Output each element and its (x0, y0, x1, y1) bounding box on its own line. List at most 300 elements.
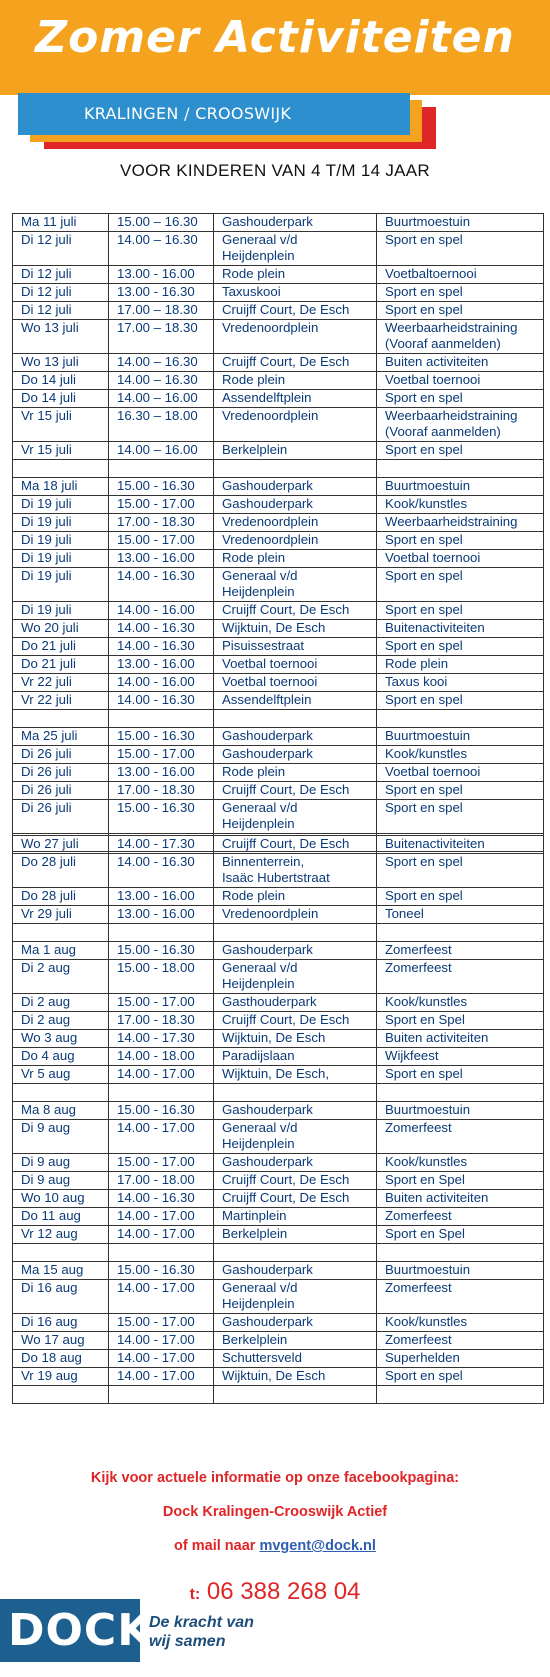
time-cell: 17.00 - 18.00 (109, 1172, 214, 1190)
time-cell: 14.00 - 16.30 (109, 692, 214, 710)
date-cell (13, 924, 109, 942)
date-cell: Do 4 aug (13, 1048, 109, 1066)
activity-cell: Voetbal toernooi (377, 550, 544, 568)
time-cell: 17.00 – 18.30 (109, 302, 214, 320)
location-cell: Cruijff Court, De Esch (214, 354, 377, 372)
time-cell: 14.00 – 16.30 (109, 232, 214, 266)
time-cell (109, 1386, 214, 1404)
time-cell: 14.00 - 17.00 (109, 1332, 214, 1350)
table-row (13, 1280, 544, 1314)
location-cell: Cruijff Court, De Esch (214, 836, 377, 854)
date-cell: Do 11 aug (13, 1208, 109, 1226)
time-cell: 15.00 - 16.30 (109, 478, 214, 496)
activity-cell: Buiten activiteiten (377, 1190, 544, 1208)
table-row (13, 674, 544, 692)
location-cell: Gashouderpark (214, 1154, 377, 1172)
activity-cell: Zomerfeest (377, 1208, 544, 1226)
table-row (13, 1226, 544, 1244)
time-cell: 14.00 - 17.00 (109, 1280, 214, 1314)
location-cell: Paradijslaan (214, 1048, 377, 1066)
activity-cell: Buurtmoestuin (377, 214, 544, 232)
location-cell: Gashouderpark (214, 1314, 377, 1332)
table-row (13, 408, 544, 442)
location-cell: Pisuissestraat (214, 638, 377, 656)
date-cell: Di 19 juli (13, 514, 109, 532)
location-cell: Gashouderpark (214, 942, 377, 960)
location-cell: Martinplein (214, 1208, 377, 1226)
location-cell: Berkelplein (214, 442, 377, 460)
activity-cell: Zomerfeest (377, 1332, 544, 1350)
location-cell: Gashouderpark (214, 478, 377, 496)
date-cell: Di 19 juli (13, 602, 109, 620)
spacer-row (13, 1084, 544, 1102)
activity-cell: Sport en Spel (377, 1226, 544, 1244)
activity-cell (377, 1084, 544, 1102)
activity-cell: Weerbaarheidstraining (Vooraf aanmelden) (377, 408, 544, 442)
activity-cell: Kook/kunstles (377, 496, 544, 514)
table-row (13, 942, 544, 960)
table-row (13, 496, 544, 514)
activity-cell: Voetbal toernooi (377, 372, 544, 390)
table-row (13, 1154, 544, 1172)
location-cell: Cruijff Court, De Esch (214, 1012, 377, 1030)
table-row (13, 1120, 544, 1154)
table-row (13, 854, 544, 888)
activity-cell (377, 460, 544, 478)
date-cell: Vr 22 juli (13, 674, 109, 692)
time-cell: 14.00 - 17.00 (109, 1120, 214, 1154)
date-cell: Ma 25 juli (13, 728, 109, 746)
table-row (13, 746, 544, 764)
date-cell: Wo 20 juli (13, 620, 109, 638)
table-row (13, 728, 544, 746)
location-cell: Cruijff Court, De Esch (214, 302, 377, 320)
date-cell: Di 12 juli (13, 284, 109, 302)
time-cell: 14.00 - 17.00 (109, 1226, 214, 1244)
activity-cell: Buurtmoestuin (377, 1262, 544, 1280)
date-cell: Wo 17 aug (13, 1332, 109, 1350)
location-cell: Vredenoordplein (214, 320, 377, 354)
time-cell (109, 1244, 214, 1262)
time-cell: 15.00 - 17.00 (109, 746, 214, 764)
date-cell: Ma 15 aug (13, 1262, 109, 1280)
location-cell: Berkelplein (214, 1332, 377, 1350)
activity-cell: Sport en spel (377, 1066, 544, 1084)
email-link[interactable]: mvgent@dock.nl (259, 1538, 376, 1554)
date-cell: Di 16 aug (13, 1280, 109, 1314)
time-cell: 15.00 - 16.30 (109, 1262, 214, 1280)
location-cell: Gashouderpark (214, 728, 377, 746)
table-row (13, 836, 544, 854)
date-cell: Di 2 aug (13, 960, 109, 994)
date-cell: Di 9 aug (13, 1172, 109, 1190)
time-cell: 17.00 – 18.30 (109, 320, 214, 354)
date-cell: Vr 12 aug (13, 1226, 109, 1244)
table-row (13, 320, 544, 354)
location-cell: Cruijff Court, De Esch (214, 782, 377, 800)
table-row (13, 1030, 544, 1048)
time-cell: 17.00 - 18.30 (109, 1012, 214, 1030)
date-cell: Di 19 juli (13, 568, 109, 602)
location-cell: Cruijff Court, De Esch (214, 1190, 377, 1208)
time-cell: 13.00 - 16.00 (109, 906, 214, 924)
location-cell: Vredenoordplein (214, 408, 377, 442)
table-row (13, 1172, 544, 1190)
activity-cell: Sport en spel (377, 854, 544, 888)
spacer-row (13, 1244, 544, 1262)
activity-cell: Kook/kunstles (377, 1154, 544, 1172)
time-cell: 15.00 - 17.00 (109, 1314, 214, 1332)
activity-cell: Sport en spel (377, 692, 544, 710)
date-cell: Di 12 juli (13, 232, 109, 266)
table-row (13, 442, 544, 460)
table-row (13, 1190, 544, 1208)
table-row (13, 656, 544, 674)
date-cell: Do 28 juli (13, 854, 109, 888)
location-cell: Vredenoordplein (214, 532, 377, 550)
time-cell: 15.00 - 16.30 (109, 942, 214, 960)
location-cell (214, 710, 377, 728)
location-cell: Gasthouderpark (214, 994, 377, 1012)
time-cell: 14.00 - 17.00 (109, 1350, 214, 1368)
date-cell: Di 19 juli (13, 532, 109, 550)
time-cell: 14.00 - 16.30 (109, 854, 214, 888)
time-cell: 17.00 - 18.30 (109, 782, 214, 800)
location-cell: Rode plein (214, 266, 377, 284)
activity-cell: Buiten activiteiten (377, 1030, 544, 1048)
activity-cell: Sport en spel (377, 284, 544, 302)
table-row (13, 1368, 544, 1386)
time-cell: 13.00 - 16.00 (109, 266, 214, 284)
time-cell: 14.00 - 18.00 (109, 1048, 214, 1066)
time-cell: 14.00 - 17.00 (109, 1368, 214, 1386)
date-cell (13, 460, 109, 478)
activity-cell: Kook/kunstles (377, 746, 544, 764)
activity-cell: Buurtmoestuin (377, 728, 544, 746)
date-cell: Di 19 juli (13, 496, 109, 514)
date-cell: Di 9 aug (13, 1120, 109, 1154)
table-row (13, 1262, 544, 1280)
time-cell: 14.00 – 16.30 (109, 354, 214, 372)
date-cell: Vr 15 juli (13, 408, 109, 442)
mail-prefix: of mail naar (174, 1538, 260, 1554)
table-row (13, 214, 544, 232)
time-cell: 14.00 - 17.30 (109, 1030, 214, 1048)
time-cell: 14.00 - 16.00 (109, 674, 214, 692)
location-cell: Gashouderpark (214, 496, 377, 514)
location-cell: Generaal v/d Heijdenplein (214, 1280, 377, 1314)
activity-cell: Sport en spel (377, 888, 544, 906)
time-cell: 13.00 - 16.30 (109, 284, 214, 302)
activity-cell (377, 710, 544, 728)
time-cell: 15.00 - 16.30 (109, 1102, 214, 1120)
mail-line (0, 1538, 550, 1554)
location-cell: Gashouderpark (214, 1262, 377, 1280)
table-row (13, 906, 544, 924)
location-cell: Berkelplein (214, 1226, 377, 1244)
activity-cell: Kook/kunstles (377, 1314, 544, 1332)
activity-cell: Sport en spel (377, 602, 544, 620)
date-cell: Di 2 aug (13, 1012, 109, 1030)
table-row (13, 800, 544, 834)
date-cell: Di 26 juli (13, 764, 109, 782)
location-cell: Assendelftplein (214, 390, 377, 408)
area-banner: KRALINGEN / CROOSWIJK (18, 93, 410, 135)
table-row (13, 568, 544, 602)
time-cell: 13.00 - 16.00 (109, 764, 214, 782)
location-cell (214, 1084, 377, 1102)
location-cell (214, 1386, 377, 1404)
activity-cell: Sport en spel (377, 800, 544, 834)
table-row (13, 1208, 544, 1226)
table-row (13, 888, 544, 906)
activity-cell: Zomerfeest (377, 960, 544, 994)
time-cell: 14.00 - 16.30 (109, 620, 214, 638)
date-cell: Do 28 juli (13, 888, 109, 906)
page-title: Zomer Activiteiten (35, 12, 515, 63)
location-cell: Schuttersveld (214, 1350, 377, 1368)
table-row (13, 372, 544, 390)
table-row (13, 478, 544, 496)
activity-cell: Sport en Spel (377, 1012, 544, 1030)
location-cell: Rode plein (214, 372, 377, 390)
activity-cell: Buurtmoestuin (377, 478, 544, 496)
time-cell: 14.00 - 16.00 (109, 602, 214, 620)
activity-cell: Superhelden (377, 1350, 544, 1368)
location-cell: Assendelftplein (214, 692, 377, 710)
dock-logo-text: DOCK (8, 1605, 153, 1656)
activity-cell: Sport en spel (377, 232, 544, 266)
time-cell: 15.00 - 17.00 (109, 496, 214, 514)
table-row (13, 514, 544, 532)
table-row (13, 266, 544, 284)
activity-cell: Buiten activiteiten (377, 354, 544, 372)
date-cell: Wo 13 juli (13, 354, 109, 372)
time-cell: 14.00 - 16.30 (109, 1190, 214, 1208)
activity-cell: Zomerfeest (377, 1280, 544, 1314)
table-row (13, 1102, 544, 1120)
activity-cell: Voetbal toernooi (377, 764, 544, 782)
activity-cell: Sport en spel (377, 638, 544, 656)
date-cell: Vr 15 juli (13, 442, 109, 460)
time-cell: 14.00 – 16.00 (109, 442, 214, 460)
table-row (13, 692, 544, 710)
date-cell: Di 12 juli (13, 266, 109, 284)
date-cell: Ma 1 aug (13, 942, 109, 960)
time-cell (109, 924, 214, 942)
time-cell: 15.00 - 16.30 (109, 728, 214, 746)
activity-cell (377, 1244, 544, 1262)
activity-cell: Toneel (377, 906, 544, 924)
location-cell: Cruijff Court, De Esch (214, 602, 377, 620)
table-row (13, 602, 544, 620)
time-cell (109, 1084, 214, 1102)
activity-cell: Buitenactiviteiten (377, 836, 544, 854)
table-row (13, 764, 544, 782)
location-cell (214, 1244, 377, 1262)
activity-cell: Sport en spel (377, 568, 544, 602)
date-cell (13, 1244, 109, 1262)
time-cell: 15.00 - 17.00 (109, 532, 214, 550)
location-cell: Voetbal toernooi (214, 656, 377, 674)
activity-cell: Weerbaarheidstraining (377, 514, 544, 532)
facebook-info: Kijk voor actuele informatie op onze facebookpagina: (90, 1470, 460, 1486)
location-cell: Vredenoordplein (214, 514, 377, 532)
location-cell: Generaal v/d Heijdenplein (214, 1120, 377, 1154)
date-cell: Vr 5 aug (13, 1066, 109, 1084)
table-row (13, 1332, 544, 1350)
dock-tagline: De kracht van wij samen (149, 1614, 254, 1650)
table-row (13, 232, 544, 266)
table-row (13, 1048, 544, 1066)
activity-cell (377, 1386, 544, 1404)
date-cell: Di 19 juli (13, 550, 109, 568)
time-cell: 15.00 - 18.00 (109, 960, 214, 994)
location-cell: Generaal v/d Heijdenplein (214, 960, 377, 994)
table-row (13, 782, 544, 800)
location-cell (214, 924, 377, 942)
table-row (13, 1012, 544, 1030)
date-cell: Do 18 aug (13, 1350, 109, 1368)
date-cell: Di 9 aug (13, 1154, 109, 1172)
time-cell: 14.00 - 17.30 (109, 836, 214, 854)
location-cell: Binnenterrein, Isaäc Hubertstraat (214, 854, 377, 888)
table-row (13, 302, 544, 320)
date-cell: Ma 11 juli (13, 214, 109, 232)
activity-cell: Sport en Spel (377, 1172, 544, 1190)
location-cell: Gashouderpark (214, 214, 377, 232)
time-cell: 14.00 – 16.30 (109, 372, 214, 390)
location-cell (214, 460, 377, 478)
time-cell (109, 710, 214, 728)
activity-cell: Buurtmoestuin (377, 1102, 544, 1120)
date-cell: Wo 10 aug (13, 1190, 109, 1208)
location-cell: Wijktuin, De Esch (214, 1368, 377, 1386)
activity-cell (377, 924, 544, 942)
activity-cell: Sport en spel (377, 442, 544, 460)
date-cell: Di 12 juli (13, 302, 109, 320)
table-row (13, 1066, 544, 1084)
date-cell: Vr 19 aug (13, 1368, 109, 1386)
time-cell: 15.00 – 16.30 (109, 214, 214, 232)
location-cell: Generaal v/d Heijdenplein (214, 568, 377, 602)
location-cell: Voetbal toernooi (214, 674, 377, 692)
time-cell (109, 460, 214, 478)
location-cell: Rode plein (214, 550, 377, 568)
time-cell: 14.00 – 16.00 (109, 390, 214, 408)
date-cell: Di 26 juli (13, 746, 109, 764)
activity-cell: Sport en spel (377, 1368, 544, 1386)
activity-cell: Voetbaltoernooi (377, 266, 544, 284)
phone-number: 06 388 268 04 (200, 1578, 361, 1605)
location-cell: Gashouderpark (214, 1102, 377, 1120)
table-row (13, 994, 544, 1012)
facebook-page-name: Dock Kralingen-Crooswijk Actief (162, 1504, 388, 1520)
time-cell: 17.00 - 18.30 (109, 514, 214, 532)
table-row (13, 390, 544, 408)
activity-cell: Sport en spel (377, 302, 544, 320)
table-row (13, 1314, 544, 1332)
activity-cell: Taxus kooi (377, 674, 544, 692)
activity-cell: Zomerfeest (377, 1120, 544, 1154)
activity-cell: Sport en spel (377, 532, 544, 550)
location-cell: Cruijff Court, De Esch (214, 1172, 377, 1190)
schedule-table-august (12, 835, 544, 1404)
date-cell: Di 26 juli (13, 782, 109, 800)
date-cell: Do 21 juli (13, 638, 109, 656)
location-cell: Vredenoordplein (214, 906, 377, 924)
table-row (13, 354, 544, 372)
date-cell: Wo 13 juli (13, 320, 109, 354)
date-cell: Di 2 aug (13, 994, 109, 1012)
table-row (13, 960, 544, 994)
activity-cell: Rode plein (377, 656, 544, 674)
date-cell (13, 1084, 109, 1102)
activity-cell: Sport en spel (377, 782, 544, 800)
time-cell: 15.00 - 17.00 (109, 994, 214, 1012)
time-cell: 14.00 - 16.30 (109, 568, 214, 602)
date-cell: Do 14 juli (13, 372, 109, 390)
location-cell: Wijktuin, De Esch, (214, 1066, 377, 1084)
table-row (13, 638, 544, 656)
location-cell: Generaal v/d Heijdenplein (214, 800, 377, 834)
activity-cell: Buitenactiviteiten (377, 620, 544, 638)
phone-prefix: t: (189, 1586, 201, 1603)
activity-cell: Sport en spel (377, 390, 544, 408)
date-cell: Di 26 juli (13, 800, 109, 834)
schedule-table-july (12, 213, 544, 852)
table-row (13, 284, 544, 302)
date-cell: Vr 22 juli (13, 692, 109, 710)
date-cell: Ma 18 juli (13, 478, 109, 496)
date-cell: Vr 29 juli (13, 906, 109, 924)
location-cell: Generaal v/d Heijdenplein (214, 232, 377, 266)
location-cell: Taxuskooi (214, 284, 377, 302)
activity-cell: Weerbaarheidstraining (Vooraf aanmelden) (377, 320, 544, 354)
table-row (13, 550, 544, 568)
date-cell (13, 1386, 109, 1404)
date-cell: Do 21 juli (13, 656, 109, 674)
time-cell: 13.00 - 16.00 (109, 888, 214, 906)
location-cell: Gashouderpark (214, 746, 377, 764)
spacer-row (13, 1386, 544, 1404)
time-cell: 13.00 - 16.00 (109, 550, 214, 568)
spacer-row (13, 460, 544, 478)
location-cell: Wijktuin, De Esch (214, 1030, 377, 1048)
date-cell: Wo 27 juli (13, 836, 109, 854)
table-row (13, 1350, 544, 1368)
time-cell: 16.30 – 18.00 (109, 408, 214, 442)
location-cell: Rode plein (214, 888, 377, 906)
activity-cell: Zomerfeest (377, 942, 544, 960)
time-cell: 15.00 - 17.00 (109, 1154, 214, 1172)
spacer-row (13, 710, 544, 728)
table-row (13, 620, 544, 638)
date-cell: Do 14 juli (13, 390, 109, 408)
time-cell: 13.00 - 16.00 (109, 656, 214, 674)
spacer-row (13, 924, 544, 942)
date-cell: Wo 3 aug (13, 1030, 109, 1048)
date-cell: Ma 8 aug (13, 1102, 109, 1120)
location-cell: Wijktuin, De Esch (214, 620, 377, 638)
time-cell: 14.00 - 16.30 (109, 638, 214, 656)
table-row (13, 532, 544, 550)
age-subtitle: VOOR KINDEREN VAN 4 T/M 14 JAAR (119, 161, 431, 180)
activity-cell: Wijkfeest (377, 1048, 544, 1066)
time-cell: 14.00 - 17.00 (109, 1208, 214, 1226)
time-cell: 15.00 - 16.30 (109, 800, 214, 834)
location-cell: Rode plein (214, 764, 377, 782)
